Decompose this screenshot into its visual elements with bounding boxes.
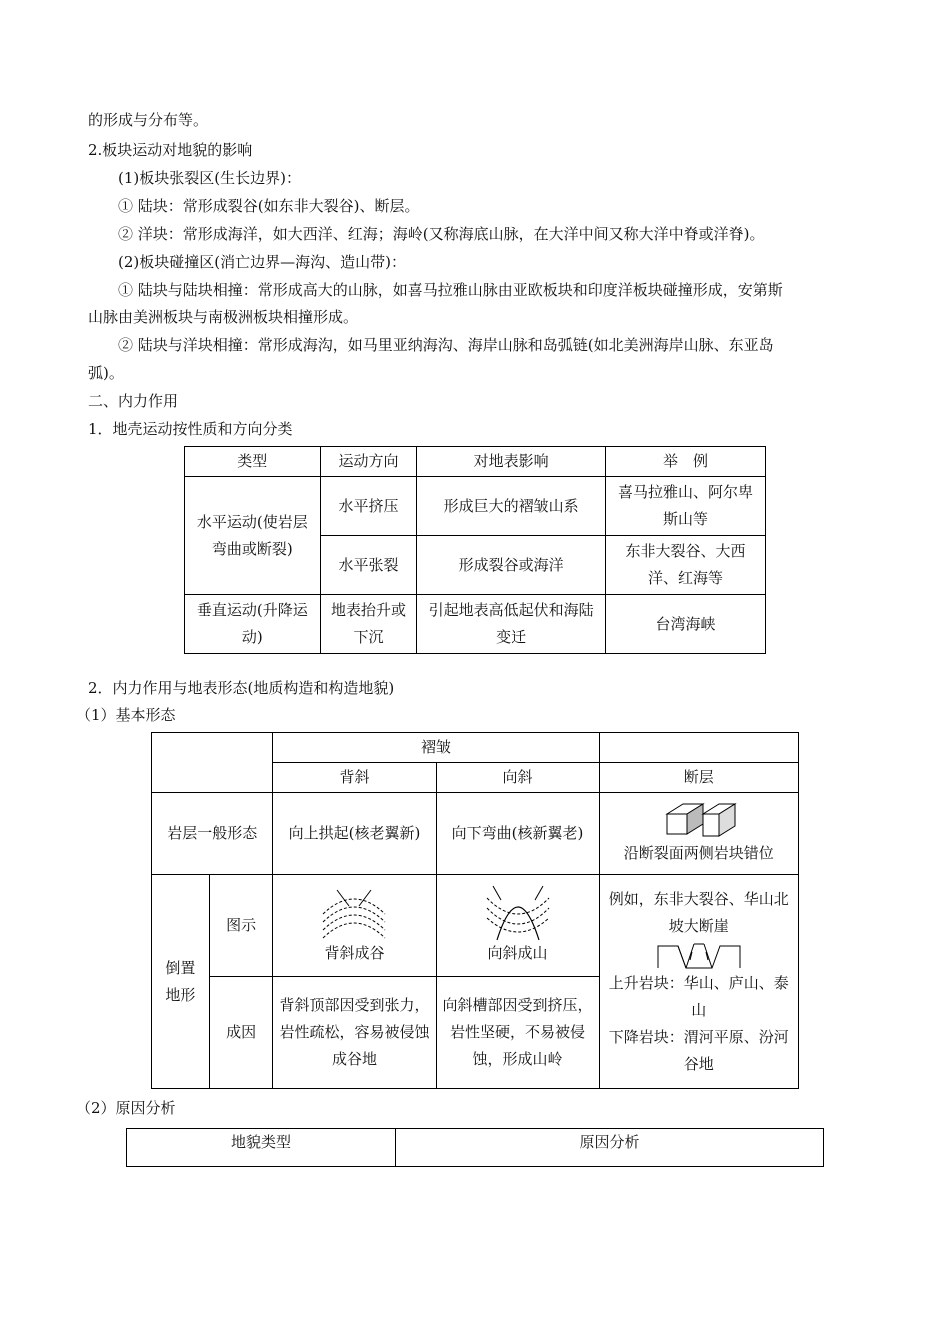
text-line-8: 山脉由美洲板块与南极洲板块相撞形成。 [88, 308, 359, 326]
text-line-4: ① 陆块：常形成裂谷(如东非大裂谷)、断层。 [118, 197, 420, 215]
anticline-caption: 背斜成谷 [324, 944, 385, 962]
text-line-5: ② 洋块：常形成海洋，如大西洋、红海；海岭(又称海底山脉，在大洋中间又称大洋中脊或洋脊)。 [118, 225, 765, 243]
table-cell: 向斜槽部因受到挤压，岩性坚硬，不易被侵蚀，形成山岭 [436, 977, 599, 1089]
table-cell: 喜马拉雅山、阿尔卑斯山等 [605, 477, 765, 536]
table-cell: 水平挤压 [320, 477, 417, 536]
table-cell: 形成裂谷或海洋 [417, 536, 606, 595]
subheading-crust-movement: 1．地壳运动按性质和方向分类 [88, 420, 293, 438]
table-cell-empty [152, 733, 273, 793]
table-header: 对地表影响 [417, 447, 606, 477]
fault-example-text: 例如，东非大裂谷、华山北坡大断崖 [608, 889, 789, 935]
table-header: 原因分析 [396, 1129, 824, 1167]
fold-header: 褶皱 [273, 733, 599, 763]
section-heading-plate-impact: 2.板块运动对地貌的影响 [88, 141, 253, 159]
syncline-header: 向斜 [436, 763, 599, 793]
text-line-10: 弧)。 [88, 364, 124, 382]
table-cell: 背斜顶部因受到张力，岩性疏松，容易被侵蚀成谷地 [273, 977, 436, 1089]
subheading-landform: 2．内力作用与地表形态(地质构造和构造地貌) [88, 679, 395, 697]
table-header: 类型 [185, 447, 321, 477]
basic-forms-table [151, 732, 799, 1089]
fault-form-text: 沿断裂面两侧岩块错位 [623, 844, 774, 862]
fault-form-cell [599, 793, 798, 875]
table-cell: 形成巨大的褶皱山系 [417, 477, 606, 536]
table-cell: 东非大裂谷、大西洋、红海等 [605, 536, 765, 595]
syncline-caption: 向斜成山 [487, 944, 548, 962]
table-cell: 台湾海峡 [605, 595, 765, 654]
table-cell: 垂直运动(升降运动) [185, 595, 321, 654]
down-block-text: 下降岩块：渭河平原、汾河谷地 [608, 1027, 789, 1073]
crust-movement-table [184, 446, 766, 654]
anticline-header: 背斜 [273, 763, 436, 793]
table-cell-empty [599, 733, 798, 763]
fault-block-icon [659, 800, 739, 840]
syncline-diagram-cell [436, 875, 599, 977]
row-label-diagram: 图示 [209, 875, 273, 977]
table-cell: 地表抬升或下沉 [320, 595, 417, 654]
text-line-1: 的形成与分布等。 [88, 111, 209, 129]
row-label-inverted: 倒置地形 [152, 875, 210, 1089]
table-header: 运动方向 [320, 447, 417, 477]
text-line-3: (1)板块张裂区(生长边界)： [118, 169, 301, 187]
subheading-cause-analysis: （2）原因分析 [76, 1099, 176, 1117]
anticline-diagram-cell [273, 875, 436, 977]
table-cell: 向上拱起(核老翼新) [273, 793, 436, 875]
table-cell: 水平张裂 [320, 536, 417, 595]
cause-analysis-table [126, 1128, 824, 1167]
syncline-diagram-icon [483, 884, 553, 940]
text-line-6: (2)板块碰撞区(消亡边界—海沟、造山带)： [118, 253, 406, 271]
up-block-text: 上升岩块：华山、庐山、泰山 [608, 973, 789, 1019]
fault-example-cell [599, 875, 798, 1089]
subheading-basic-forms: （1）基本形态 [76, 706, 176, 724]
table-cell: 向下弯曲(核新翼老) [436, 793, 599, 875]
fault-header: 断层 [599, 763, 798, 793]
table-header: 地貌类型 [127, 1129, 396, 1167]
text-line-7: ① 陆块与陆块相撞：常形成高大的山脉，如喜马拉雅山脉由亚欧板块和印度洋板块碰撞形成，安第斯 [118, 281, 783, 299]
table-cell: 引起地表高低起伏和海陆变迁 [417, 595, 606, 654]
table-header: 举 例 [605, 447, 765, 477]
text-line-9: ② 陆块与洋块相撞：常形成海沟，如马里亚纳海沟、海岸山脉和岛弧链(如北美洲海岸山脉、东亚岛 [118, 336, 774, 354]
row-label-form: 岩层一般形态 [152, 793, 273, 875]
table-cell: 水平运动(使岩层弯曲或断裂) [185, 477, 321, 595]
anticline-diagram-icon [319, 884, 389, 940]
fault-blocks-diagram-icon [656, 940, 742, 970]
row-label-cause: 成因 [209, 977, 273, 1089]
section-heading-internal-force: 二、内力作用 [88, 392, 179, 410]
